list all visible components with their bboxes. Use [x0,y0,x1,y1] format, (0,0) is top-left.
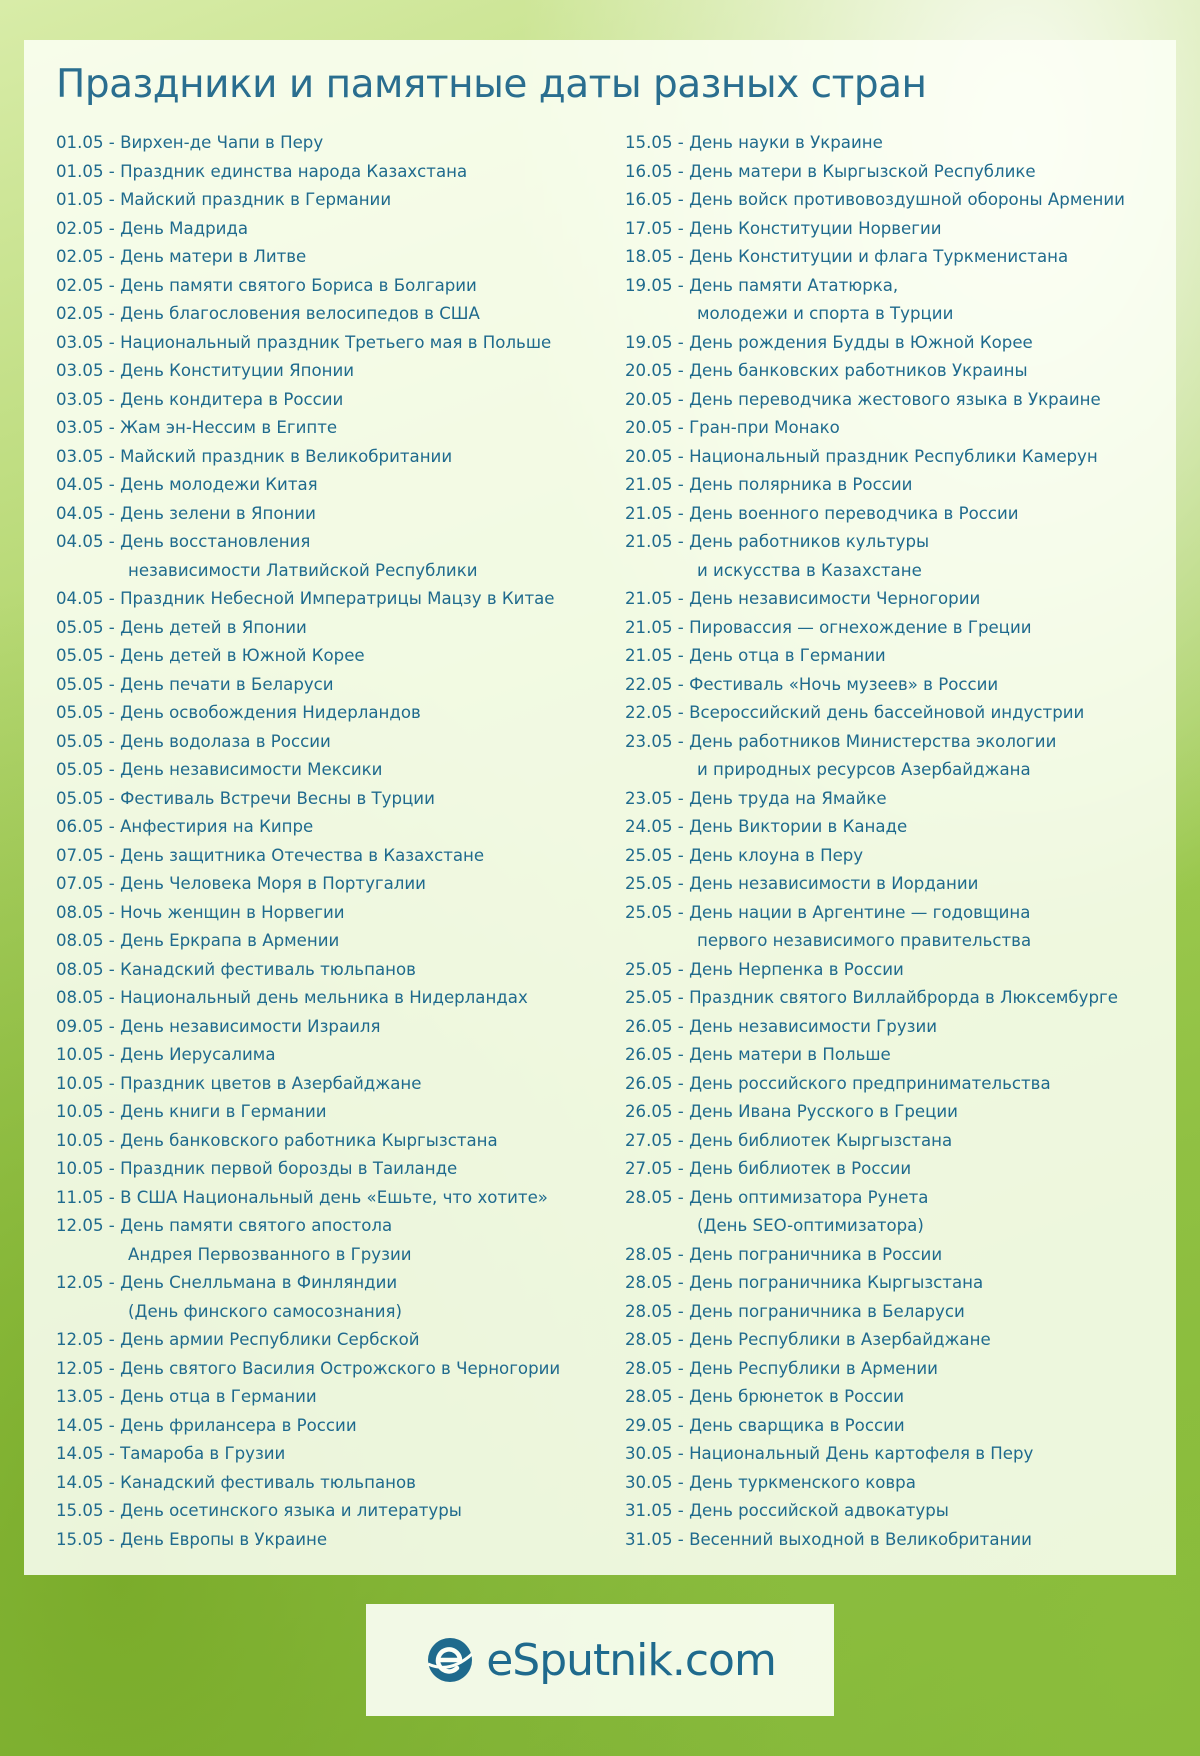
holiday-name: Канадский фестиваль тюльпанов [120,959,416,979]
holiday-name: Праздник Небесной Императрицы Мацзу в Китае [120,589,555,608]
list-item [56,186,596,215]
holiday-name: День банковского работника Кыргызстана [120,1130,498,1150]
holiday-date: 12.05 - [56,1269,120,1298]
list-item [625,585,1170,614]
list-item [56,756,596,785]
holiday-name: День матери в Кыргызской Республике [689,161,1036,181]
holiday-name: День армии Республики Сербской [120,1330,420,1349]
list-item [625,899,1170,928]
holiday-date: 21.05 - [625,585,689,614]
holiday-name: День печати в Беларуси [120,674,334,694]
list-item [625,215,1170,244]
holiday-name: День отца в Германии [689,646,886,665]
list-item [625,443,1170,472]
holiday-date: 04.05 - [56,528,120,557]
list-item [56,927,596,956]
holiday-name: День Нерпенка в России [689,959,904,979]
holiday-name: День памяти святого апостола [120,1216,393,1235]
holiday-name: День матери в Польше [689,1045,891,1064]
brand-logo[interactable] [366,1604,834,1716]
list-item [56,329,596,358]
holiday-date: 05.05 - [56,671,120,700]
list-item [625,1269,1170,1298]
list-item [625,1412,1170,1441]
holiday-name: Национальный день мельника в Нидерландах [120,988,528,1007]
list-item [625,1298,1170,1327]
holiday-name: День детей в Южной Корее [120,646,365,665]
holiday-name: День сварщика в России [689,1415,905,1435]
holiday-name: День библиотек Кыргызстана [689,1130,953,1150]
list-item [56,158,596,187]
holiday-name: День осетинского языка и литературы [120,1501,462,1520]
holiday-date: 05.05 - [56,614,120,643]
list-item [625,272,1170,301]
list-item [625,813,1170,842]
holiday-date: 14.05 - [56,1469,120,1498]
holiday-name: День библиотек в России [689,1159,912,1178]
holiday-date: 08.05 - [56,956,120,985]
holiday-date: 14.05 - [56,1412,120,1441]
holiday-name: День книги в Германии [120,1102,327,1121]
holiday-date: 21.05 - [625,642,689,671]
holiday-date: 05.05 - [56,642,120,671]
holiday-name: День полярника в России [689,475,913,494]
list-item [56,1269,596,1298]
holiday-name: Вирхен-де Чапи в Перу [120,133,324,152]
holiday-name: День Конституции Норвегии [689,218,942,238]
list-item [56,386,596,415]
list-item-continuation: и искусства в Казахстане [697,560,922,580]
holiday-date: 03.05 - [56,329,120,358]
holiday-list-left [56,129,596,1554]
holiday-name: День пограничника Кыргызстана [689,1273,984,1292]
holiday-name: День фрилансера в России [120,1415,357,1435]
holiday-date: 22.05 - [625,699,689,728]
holiday-date: 16.05 - [625,158,689,187]
holiday-date: 03.05 - [56,443,120,472]
holiday-date: 15.05 - [56,1526,120,1555]
list-item [56,215,596,244]
list-item [625,1355,1170,1384]
list-item [56,300,596,329]
holiday-date: 19.05 - [625,329,689,358]
holiday-date: 15.05 - [625,129,689,158]
list-item [56,1440,596,1469]
holiday-name: День водолаза в России [120,731,331,751]
holiday-name: День памяти святого Бориса в Болгарии [120,275,477,295]
list-item [56,1212,596,1241]
list-item [56,500,596,529]
holiday-date: 25.05 - [625,842,689,871]
list-item [56,1098,596,1127]
holiday-date: 10.05 - [56,1098,120,1127]
holiday-name: День войск противовоздушной обороны Армении [689,190,1125,209]
list-item [625,1469,1170,1498]
holiday-name: День благословения велосипедов в США [120,304,480,323]
list-item [625,1041,1170,1070]
holiday-date: 23.05 - [625,785,689,814]
list-item [625,1013,1170,1042]
holiday-name: Анфестирия на Кипре [120,817,314,836]
list-item [56,1326,596,1355]
list-item [56,443,596,472]
list-item [625,1526,1170,1555]
holiday-date: 05.05 - [56,756,120,785]
list-item [56,243,596,272]
list-item [56,1383,596,1412]
list-item [625,158,1170,187]
list-item [625,984,1170,1013]
holiday-date: 02.05 - [56,300,120,329]
holiday-date: 20.05 - [625,386,689,415]
holiday-name: День Человека Моря в Португалии [120,874,426,893]
holiday-name: День независимости Черногории [689,589,981,608]
brand-name: eSputnik.com [486,1634,776,1686]
holiday-name: День Европы в Украине [120,1529,328,1549]
holiday-date: 14.05 - [56,1440,120,1469]
holiday-date: 06.05 - [56,813,120,842]
holiday-name: Национальный праздник Третьего мая в Польше [120,332,552,352]
holiday-date: 21.05 - [625,471,689,500]
holiday-name: День Ивана Русского в Греции [689,1102,958,1121]
holiday-name: День Еркрапа в Армении [120,931,340,950]
holiday-date: 24.05 - [625,813,689,842]
list-item [56,1184,596,1213]
holiday-date: 05.05 - [56,785,120,814]
list-item [56,1497,596,1526]
holiday-name: День Иерусалима [120,1045,276,1064]
list-item-continuation: независимости Латвийской Республики [128,560,478,580]
holiday-name: День Республики в Азербайджане [689,1330,991,1349]
list-item [625,842,1170,871]
list-item [56,471,596,500]
holiday-name: День российской адвокатуры [689,1501,949,1520]
holiday-name: День Мадрида [120,218,249,238]
list-item [56,984,596,1013]
list-item [56,1127,596,1156]
holiday-date: 28.05 - [625,1269,689,1298]
holiday-name: День памяти Ататюрка, [689,275,899,295]
list-item [56,956,596,985]
holiday-name: Канадский фестиваль тюльпанов [120,1472,416,1492]
list-item [56,870,596,899]
list-item [625,728,1170,757]
holiday-date: 04.05 - [56,471,120,500]
holiday-date: 12.05 - [56,1355,120,1384]
holiday-name: День святого Василия Острожского в Черногории [120,1358,561,1378]
holiday-date: 25.05 - [625,956,689,985]
list-item [56,785,596,814]
list-item [56,585,596,614]
holiday-name: Фестиваль «Ночь музеев» в России [689,674,999,694]
holiday-name: День труда на Ямайке [689,788,887,808]
holiday-name: Национальный День картофеля в Перу [689,1444,1034,1463]
holiday-date: 16.05 - [625,186,689,215]
list-item [625,386,1170,415]
list-item [625,785,1170,814]
holiday-name: День нации в Аргентине — годовщина [689,902,1031,922]
holiday-name: День банковских работников Украины [689,361,1028,380]
list-item [625,1241,1170,1270]
holiday-name: Весенний выходной в Великобритании [689,1529,1032,1549]
holiday-name: День кондитера в России [120,389,344,409]
holiday-name: День пограничника в Беларуси [689,1301,965,1321]
holiday-date: 10.05 - [56,1155,120,1184]
holiday-name: День детей в Японии [120,617,307,637]
holiday-name: День независимости Грузии [689,1016,938,1036]
list-item-continuation: (День SEO-оптимизатора) [697,1216,924,1235]
list-item [625,699,1170,728]
holiday-date: 20.05 - [625,443,689,472]
holiday-date: 21.05 - [625,500,689,529]
list-item [56,414,596,443]
list-item [56,357,596,386]
list-item [625,500,1170,529]
holiday-date: 03.05 - [56,386,120,415]
holiday-name: День пограничника в России [689,1244,943,1264]
holiday-name: День независимости Израиля [120,1016,381,1036]
holiday-date: 23.05 - [625,728,689,757]
holiday-date: 18.05 - [625,243,689,272]
holiday-date: 28.05 - [625,1241,689,1270]
list-item [625,471,1170,500]
holiday-date: 04.05 - [56,500,120,529]
list-item [56,1155,596,1184]
list-item [625,1326,1170,1355]
list-item-continuation: (День финского самосознания) [128,1301,402,1321]
holiday-date: 31.05 - [625,1526,689,1555]
holiday-name: Национальный праздник Республики Камерун [689,446,1098,466]
holiday-date: 02.05 - [56,243,120,272]
holiday-date: 04.05 - [56,585,120,614]
holiday-date: 13.05 - [56,1383,120,1412]
holiday-name: Тамароба в Грузии [120,1444,286,1463]
holiday-date: 21.05 - [625,528,689,557]
page-title: Праздники и памятные даты разных стран [56,62,927,107]
holiday-name: Гран-при Монако [689,418,840,437]
holiday-date: 26.05 - [625,1041,689,1070]
holiday-name: Жам эн-Нессим в Египте [120,418,338,437]
holiday-date: 08.05 - [56,984,120,1013]
holiday-date: 15.05 - [56,1497,120,1526]
list-item [56,129,596,158]
holiday-name: Ночь женщин в Норвегии [120,902,345,922]
holiday-date: 28.05 - [625,1355,689,1384]
holiday-date: 26.05 - [625,1070,689,1099]
holiday-date: 08.05 - [56,899,120,928]
holiday-name: День независимости Мексики [120,760,383,779]
list-item [56,699,596,728]
holiday-date: 28.05 - [625,1383,689,1412]
list-item [625,1383,1170,1412]
holiday-date: 30.05 - [625,1440,689,1469]
holiday-date: 28.05 - [625,1298,689,1327]
list-item [56,1041,596,1070]
holiday-date: 03.05 - [56,414,120,443]
holiday-name: День Снелльмана в Финляндии [120,1273,398,1292]
list-item [56,1526,596,1555]
holiday-name: День военного переводчика в России [689,503,1019,523]
holiday-date: 02.05 - [56,215,120,244]
list-item-continuation: Андрея Первозванного в Грузии [128,1244,412,1264]
holiday-name: День Конституции и флага Туркменистана [689,247,1069,266]
list-item [625,414,1170,443]
list-item-continuation: и природных ресурсов Азербайджана [697,760,1031,779]
holiday-name: В США Национальный день «Ешьте, что хотите» [120,1187,548,1207]
holiday-date: 21.05 - [625,614,689,643]
holiday-name: День молодежи Китая [120,475,318,494]
list-item-continuation: молодежи и спорта в Турции [697,304,954,323]
holiday-date: 11.05 - [56,1184,120,1213]
list-item [56,899,596,928]
holiday-date: 26.05 - [625,1098,689,1127]
list-item [56,1013,596,1042]
list-item-continuation: первого независимого правительства [697,931,1032,950]
list-item [56,1355,596,1384]
holidays-card [24,40,1176,1575]
holiday-name: День защитника Отечества в Казахстане [120,845,485,865]
list-item [625,1440,1170,1469]
holiday-date: 17.05 - [625,215,689,244]
holiday-name: День восстановления [120,532,311,551]
holiday-date: 01.05 - [56,129,120,158]
list-item [625,1184,1170,1213]
holiday-name: День туркменского ковра [689,1472,916,1492]
holiday-name: Пировассия — огнехождение в Греции [689,617,1032,637]
list-item [625,1497,1170,1526]
holiday-date: 30.05 - [625,1469,689,1498]
esputnik-logo-icon [424,1634,476,1686]
holiday-date: 08.05 - [56,927,120,956]
holiday-name: День освобождения Нидерландов [120,703,421,722]
holiday-name: Праздник первой борозды в Таиланде [120,1159,458,1178]
list-item [625,129,1170,158]
holiday-name: День клоуна в Перу [689,845,864,865]
holiday-name: День рождения Будды в Южной Корее [689,332,1033,352]
list-item [625,528,1170,557]
holiday-date: 25.05 - [625,870,689,899]
holiday-date: 25.05 - [625,899,689,928]
holiday-name: День науки в Украине [689,133,883,152]
holiday-date: 07.05 - [56,870,120,899]
holiday-date: 25.05 - [625,984,689,1013]
holiday-name: Фестиваль Встречи Весны в Турции [120,788,435,808]
holiday-name: День Республики в Армении [689,1358,938,1378]
holiday-date: 29.05 - [625,1412,689,1441]
holiday-name: День оптимизатора Рунета [689,1187,929,1207]
list-item [56,842,596,871]
list-item [625,642,1170,671]
holiday-name: День российского предпринимательства [689,1073,1051,1093]
list-item [625,956,1170,985]
holiday-date: 12.05 - [56,1212,120,1241]
holiday-date: 20.05 - [625,357,689,386]
list-item [625,357,1170,386]
holiday-date: 27.05 - [625,1127,689,1156]
holiday-date: 12.05 - [56,1326,120,1355]
list-item [625,1070,1170,1099]
holiday-name: День независимости в Иордании [689,874,979,893]
holiday-date: 20.05 - [625,414,689,443]
holiday-name: День матери в Литве [120,247,307,266]
holiday-name: День работников культуры [689,532,930,551]
holiday-date: 05.05 - [56,728,120,757]
holiday-date: 31.05 - [625,1497,689,1526]
holiday-name: День отца в Германии [120,1387,317,1406]
list-item [56,1070,596,1099]
holiday-name: День брюнеток в России [689,1387,905,1406]
list-item [56,642,596,671]
holiday-date: 02.05 - [56,272,120,301]
holiday-date: 01.05 - [56,186,120,215]
holiday-name: Майский праздник в Германии [120,190,392,209]
holiday-date: 03.05 - [56,357,120,386]
holiday-date: 27.05 - [625,1155,689,1184]
list-item [625,614,1170,643]
holiday-name: День Виктории в Канаде [689,817,908,836]
list-item [625,1098,1170,1127]
list-item [56,528,596,557]
list-item [56,1469,596,1498]
holiday-name: Праздник единства народа Казахстана [120,161,468,181]
holiday-date: 10.05 - [56,1070,120,1099]
list-item [625,1127,1170,1156]
list-item [56,728,596,757]
holiday-list-right [625,129,1170,1554]
list-item [625,671,1170,700]
holiday-name: День работников Министерства экологии [689,731,1057,751]
holiday-name: День переводчика жестового языка в Украине [689,389,1101,409]
list-item [56,1412,596,1441]
holiday-name: День Конституции Японии [120,361,355,380]
list-item [56,671,596,700]
holiday-date: 28.05 - [625,1184,689,1213]
holiday-date: 07.05 - [56,842,120,871]
holiday-name: Праздник цветов в Азербайджане [120,1073,422,1093]
list-item [625,186,1170,215]
holiday-name: Всероссийский день бассейновой индустрии [689,703,1085,722]
holiday-date: 26.05 - [625,1013,689,1042]
list-item [625,1155,1170,1184]
holiday-date: 28.05 - [625,1326,689,1355]
holiday-name: Праздник святого Виллайброрда в Люксембурге [689,988,1118,1007]
list-item [625,329,1170,358]
list-item [625,243,1170,272]
holiday-date: 01.05 - [56,158,120,187]
holiday-date: 09.05 - [56,1013,120,1042]
list-item [625,870,1170,899]
holiday-date: 05.05 - [56,699,120,728]
list-item [56,614,596,643]
holiday-date: 10.05 - [56,1041,120,1070]
holiday-name: День зелени в Японии [120,503,316,523]
list-item [56,272,596,301]
holiday-date: 10.05 - [56,1127,120,1156]
holiday-date: 22.05 - [625,671,689,700]
holiday-name: Майский праздник в Великобритании [120,446,453,466]
list-item [56,813,596,842]
holiday-date: 19.05 - [625,272,689,301]
